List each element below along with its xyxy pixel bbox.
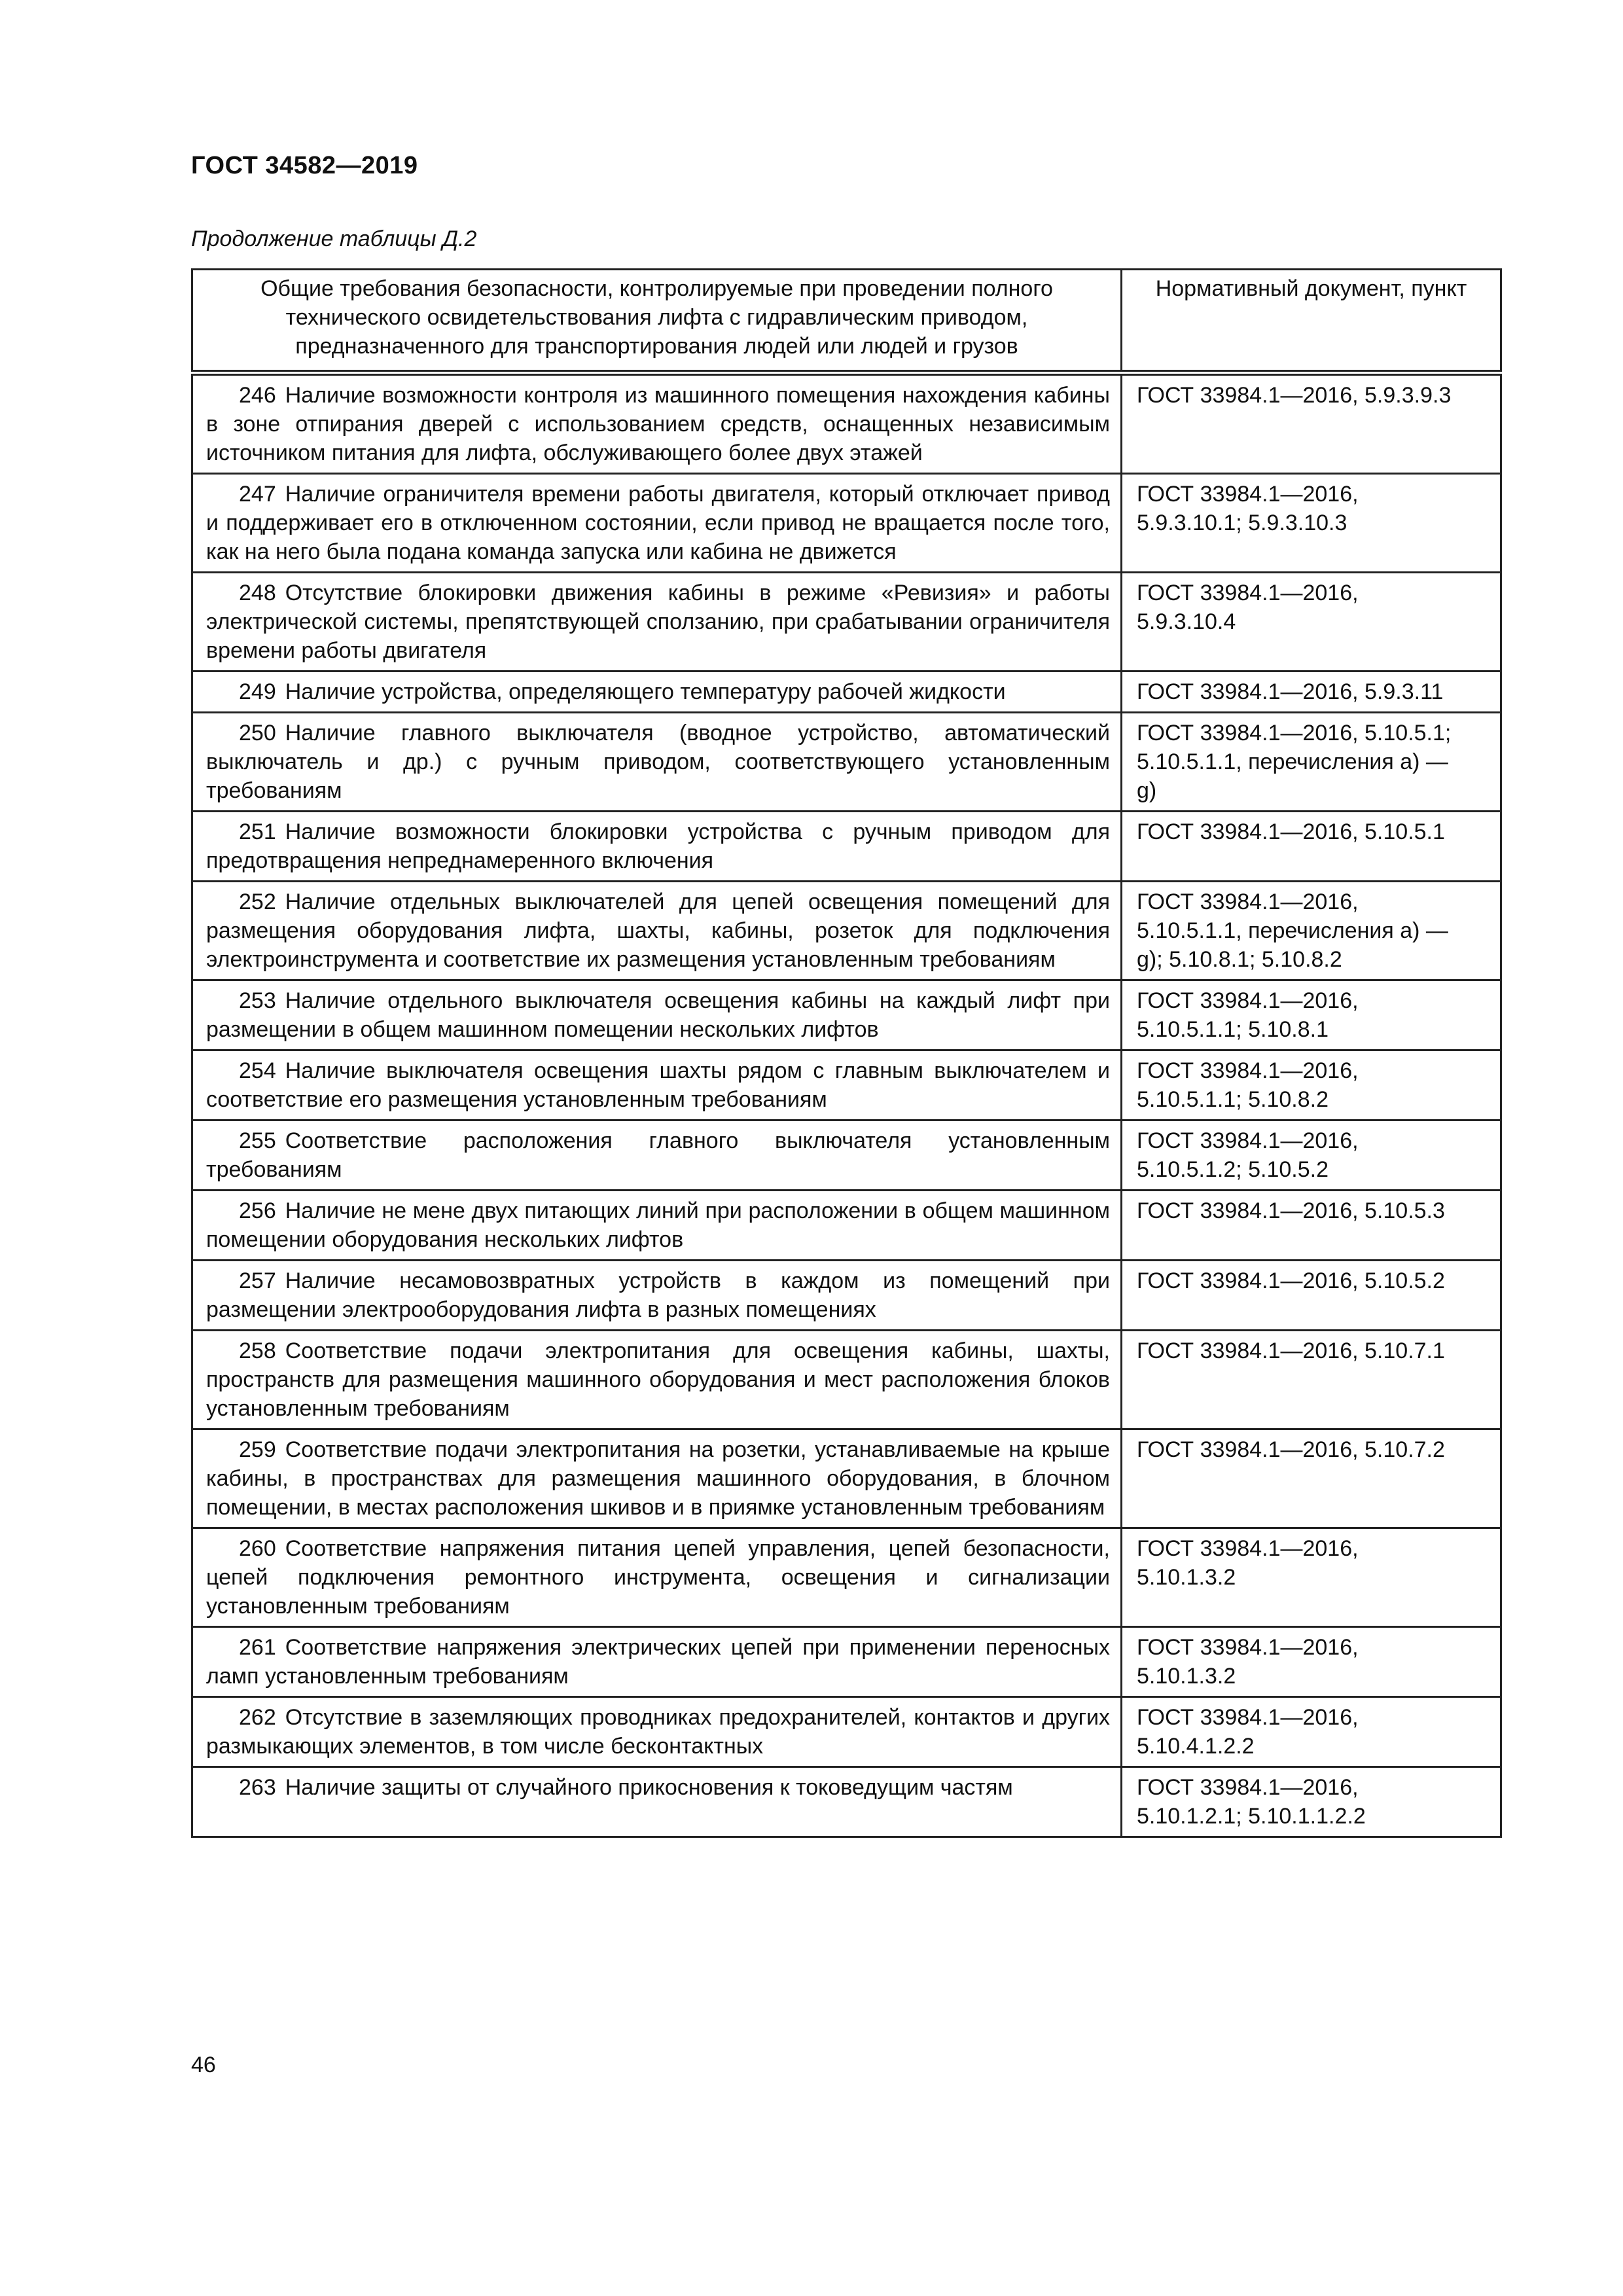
requirement-text: Отсутствие в заземляющих проводниках предохранителей, контактов и других размыкающих элементов, в том числе бесконтактных xyxy=(206,1705,1110,1759)
reference-line: ГОСТ 33984.1—2016, 5.9.3.9.3 xyxy=(1137,383,1452,408)
reference-line: ГОСТ 33984.1—2016, 5.9.3.11 xyxy=(1137,679,1444,704)
requirement-cell xyxy=(192,1697,1122,1767)
table-caption: Продолжение таблицы Д.2 xyxy=(191,226,477,251)
requirement-number: 247 xyxy=(239,482,276,507)
reference-line: 5.10.5.1.2; 5.10.5.2 xyxy=(1137,1157,1329,1182)
table-row xyxy=(192,573,1501,672)
requirement-cell xyxy=(192,1528,1122,1627)
requirement-cell xyxy=(192,1767,1122,1837)
document-code: ГОСТ 34582—2019 xyxy=(191,152,418,179)
requirement-cell xyxy=(192,474,1122,573)
requirement-number: 256 xyxy=(239,1198,276,1223)
requirement-number: 248 xyxy=(239,581,276,605)
reference-cell xyxy=(1122,373,1501,474)
column-header-requirements: Общие требования безопасности, контролируемые при проведении полного технического освидетельствования лифта с гидравлическим приводом, предназначенного для транспортирования людей или людей и грузов xyxy=(192,270,1122,373)
table-row xyxy=(192,882,1501,980)
requirement-text: Наличие возможности блокировки устройства с ручным приводом для предотвращения непреднамеренного включения xyxy=(206,819,1110,873)
reference-cell xyxy=(1122,812,1501,882)
reference-line: ГОСТ 33984.1—2016, xyxy=(1137,1128,1359,1153)
requirement-number: 263 xyxy=(239,1775,276,1800)
requirement-text: Наличие главного выключателя (вводное устройство, автоматический выключатель и др.) с ручным приводом, соответствующего установленным требованиям xyxy=(206,721,1110,803)
requirement-number: 253 xyxy=(239,988,276,1013)
requirement-text: Соответствие подачи электропитания на розетки, устанавливаемые на крыше кабины, в пространствах для размещения машинного оборудования, в блочном помещении, в местах расположения шкивов и в приямке установленным требованиям xyxy=(206,1437,1110,1520)
table-row xyxy=(192,1121,1501,1191)
reference-line: ГОСТ 33984.1—2016, 5.10.5.3 xyxy=(1137,1198,1445,1223)
reference-cell xyxy=(1122,1121,1501,1191)
reference-cell xyxy=(1122,713,1501,812)
requirement-number: 260 xyxy=(239,1536,276,1561)
requirement-number: 249 xyxy=(239,679,276,704)
table-row xyxy=(192,1767,1501,1837)
requirement-cell xyxy=(192,573,1122,672)
requirement-cell xyxy=(192,373,1122,474)
requirement-number: 252 xyxy=(239,889,276,914)
requirement-cell xyxy=(192,1261,1122,1331)
table-row xyxy=(192,474,1501,573)
reference-cell xyxy=(1122,1429,1501,1528)
reference-cell xyxy=(1122,672,1501,713)
reference-line: ГОСТ 33984.1—2016, 5.10.5.1; xyxy=(1137,721,1452,745)
requirement-text: Наличие защиты от случайного прикосновения к токоведущим частям xyxy=(285,1775,1013,1800)
reference-cell xyxy=(1122,980,1501,1050)
table-row xyxy=(192,1697,1501,1767)
column-header-reference: Нормативный документ, пункт xyxy=(1122,270,1501,373)
reference-cell xyxy=(1122,1331,1501,1429)
reference-line: ГОСТ 33984.1—2016, xyxy=(1137,482,1359,507)
reference-line: ГОСТ 33984.1—2016, xyxy=(1137,889,1359,914)
reference-cell xyxy=(1122,1627,1501,1697)
page-number: 46 xyxy=(191,2053,216,2077)
reference-cell xyxy=(1122,1697,1501,1767)
table-row xyxy=(192,1528,1501,1627)
reference-cell xyxy=(1122,1261,1501,1331)
requirement-number: 255 xyxy=(239,1128,276,1153)
requirement-cell xyxy=(192,812,1122,882)
table-row xyxy=(192,1261,1501,1331)
requirements-table xyxy=(191,268,1502,1838)
reference-line: 5.10.1.2.1; 5.10.1.1.2.2 xyxy=(1137,1804,1366,1829)
requirement-text: Отсутствие блокировки движения кабины в режиме «Ревизия» и работы электрической системы, препятствующей сползанию, при срабатывании ограничителя времени работы двигателя xyxy=(206,581,1110,663)
reference-line: 5.10.1.3.2 xyxy=(1137,1565,1236,1590)
reference-line: ГОСТ 33984.1—2016, 5.10.7.1 xyxy=(1137,1338,1445,1363)
requirement-text: Наличие выключателя освещения шахты рядом с главным выключателем и соответствие его размещения установленным требованиям xyxy=(206,1058,1110,1112)
table-header-row xyxy=(192,270,1501,373)
requirement-number: 257 xyxy=(239,1268,276,1293)
requirement-cell xyxy=(192,882,1122,980)
table-row xyxy=(192,812,1501,882)
reference-line: ГОСТ 33984.1—2016, 5.10.7.2 xyxy=(1137,1437,1445,1462)
reference-line: ГОСТ 33984.1—2016, xyxy=(1137,1536,1359,1561)
reference-line: ГОСТ 33984.1—2016, xyxy=(1137,1058,1359,1083)
reference-line: g); 5.10.8.1; 5.10.8.2 xyxy=(1137,947,1342,972)
reference-line: ГОСТ 33984.1—2016, xyxy=(1137,581,1359,605)
requirement-text: Наличие устройства, определяющего температуру рабочей жидкости xyxy=(285,679,1006,704)
reference-line: ГОСТ 33984.1—2016, xyxy=(1137,988,1359,1013)
requirement-text: Соответствие напряжения электрических цепей при применении переносных ламп установленным требованиям xyxy=(206,1635,1110,1689)
reference-line: ГОСТ 33984.1—2016, 5.10.5.2 xyxy=(1137,1268,1445,1293)
reference-cell xyxy=(1122,1050,1501,1121)
requirement-cell xyxy=(192,1191,1122,1261)
requirement-text: Соответствие подачи электропитания для освещения кабины, шахты, пространств для размещения машинного оборудования и мест расположения блоков установленным требованиям xyxy=(206,1338,1110,1421)
reference-line: 5.10.5.1.1, перечисления a) — xyxy=(1137,918,1448,943)
requirement-text: Наличие отдельного выключателя освещения кабины на каждый лифт при размещении в общем машинном помещении нескольких лифтов xyxy=(206,988,1110,1042)
reference-line: 5.10.1.3.2 xyxy=(1137,1664,1236,1689)
reference-line: g) xyxy=(1137,778,1157,803)
reference-line: 5.9.3.10.4 xyxy=(1137,609,1236,634)
requirement-text: Соответствие расположения главного выключателя установленным требованиям xyxy=(206,1128,1110,1182)
requirement-cell xyxy=(192,1429,1122,1528)
reference-line: 5.10.5.1.1, перечисления a) — xyxy=(1137,749,1448,774)
requirement-text: Наличие ограничителя времени работы двигателя, который отключает привод и поддерживает его в отключенном состоянии, если привод не вращается после того, как на него была подана команда запуска или кабина не движется xyxy=(206,482,1110,564)
reference-line: 5.10.4.1.2.2 xyxy=(1137,1734,1255,1759)
requirement-cell xyxy=(192,1627,1122,1697)
requirement-number: 246 xyxy=(239,383,276,408)
reference-line: ГОСТ 33984.1—2016, xyxy=(1137,1635,1359,1660)
reference-cell xyxy=(1122,882,1501,980)
requirement-cell xyxy=(192,672,1122,713)
table-body xyxy=(192,373,1501,1837)
requirement-number: 258 xyxy=(239,1338,276,1363)
table-row xyxy=(192,1429,1501,1528)
requirement-text: Соответствие напряжения питания цепей управления, цепей безопасности, цепей подключения ремонтного инструмента, освещения и сигнализации установленным требованиям xyxy=(206,1536,1110,1619)
requirement-cell xyxy=(192,980,1122,1050)
requirement-text: Наличие не мене двух питающих линий при расположении в общем машинном помещении оборудования нескольких лифтов xyxy=(206,1198,1110,1252)
table-row xyxy=(192,1050,1501,1121)
requirement-text: Наличие возможности контроля из машинного помещения нахождения кабины в зоне отпирания дверей с использованием средств, оснащенных независимым источником питания для лифта, обслуживающего более двух этажей xyxy=(206,383,1110,465)
reference-cell xyxy=(1122,1191,1501,1261)
requirement-text: Наличие отдельных выключателей для цепей освещения помещений для размещения оборудования лифта, шахты, кабины, розеток для подключения электроинструмента и соответствие их размещения установленным требованиям xyxy=(206,889,1110,972)
reference-cell xyxy=(1122,474,1501,573)
requirement-number: 254 xyxy=(239,1058,276,1083)
requirement-cell xyxy=(192,713,1122,812)
requirement-number: 259 xyxy=(239,1437,276,1462)
requirement-number: 250 xyxy=(239,721,276,745)
reference-cell xyxy=(1122,1767,1501,1837)
table-row xyxy=(192,713,1501,812)
reference-cell xyxy=(1122,1528,1501,1627)
requirement-number: 262 xyxy=(239,1705,276,1730)
reference-line: ГОСТ 33984.1—2016, xyxy=(1137,1705,1359,1730)
table-row xyxy=(192,1627,1501,1697)
requirement-text: Наличие несамовозвратных устройств в каждом из помещений при размещении электрооборудования лифта в разных помещениях xyxy=(206,1268,1110,1322)
requirement-number: 261 xyxy=(239,1635,276,1660)
requirement-cell xyxy=(192,1121,1122,1191)
requirement-cell xyxy=(192,1331,1122,1429)
requirement-number: 251 xyxy=(239,819,276,844)
reference-line: 5.10.5.1.1; 5.10.8.2 xyxy=(1137,1087,1329,1112)
requirement-cell xyxy=(192,1050,1122,1121)
reference-line: ГОСТ 33984.1—2016, xyxy=(1137,1775,1359,1800)
table-row xyxy=(192,1191,1501,1261)
reference-line: 5.9.3.10.1; 5.9.3.10.3 xyxy=(1137,511,1347,535)
table-row xyxy=(192,1331,1501,1429)
table-row xyxy=(192,373,1501,474)
table-row xyxy=(192,672,1501,713)
reference-line: 5.10.5.1.1; 5.10.8.1 xyxy=(1137,1017,1329,1042)
reference-line: ГОСТ 33984.1—2016, 5.10.5.1 xyxy=(1137,819,1445,844)
reference-cell xyxy=(1122,573,1501,672)
table-row xyxy=(192,980,1501,1050)
